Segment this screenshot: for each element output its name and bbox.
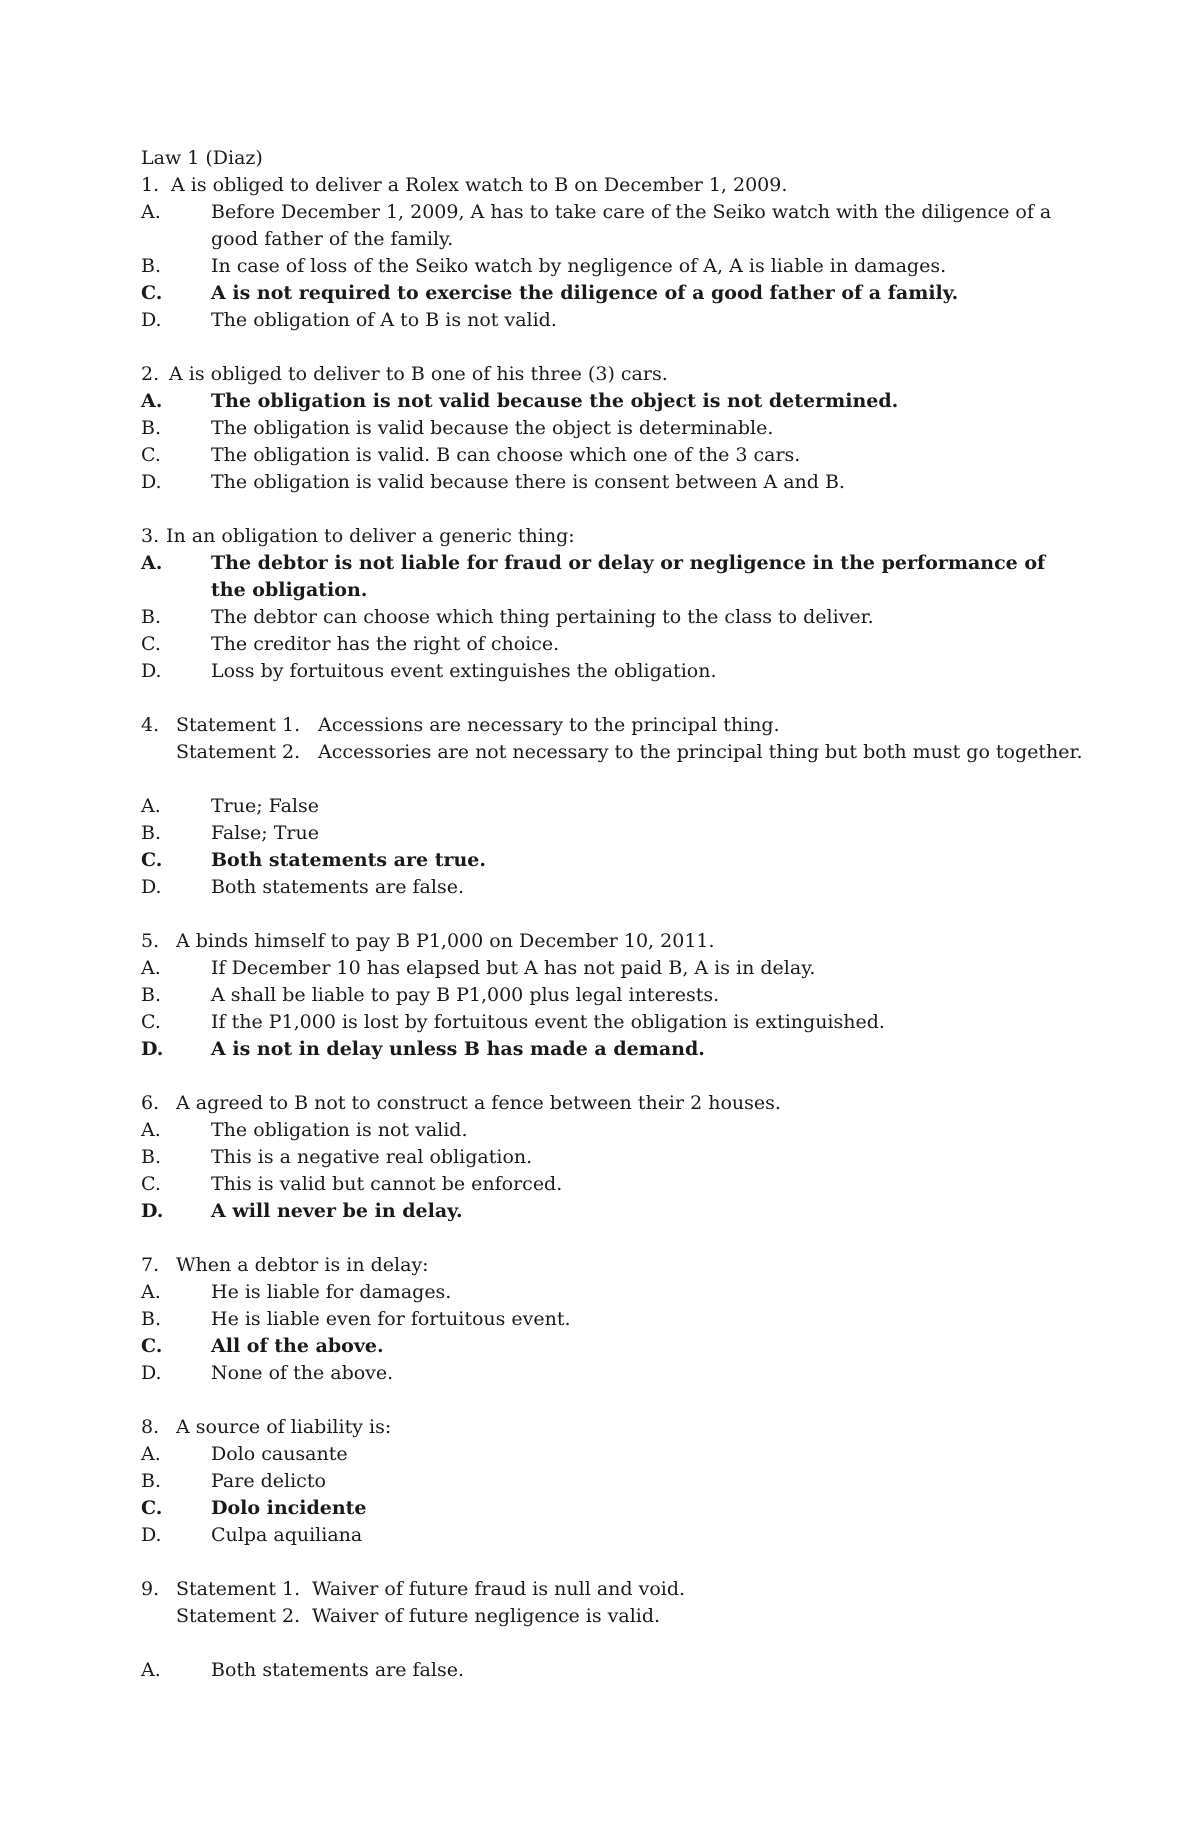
statement-text: Accessions are necessary to the principal thing. [318, 714, 780, 736]
option-text: Dolo incidente [211, 1497, 367, 1519]
option-letter: C. [141, 849, 163, 871]
correct-answer-option [141, 1333, 1061, 1360]
question-stem [141, 928, 1061, 955]
option-letter: D. [141, 1038, 164, 1060]
question-number: 9. [141, 1578, 160, 1600]
option-text: Dolo causante [211, 1443, 348, 1465]
option-letter: C. [141, 1011, 161, 1033]
option-text: The creditor has the right of choice. [211, 633, 560, 655]
question-text: A agreed to B not to construct a fence between their 2 houses. [176, 1092, 781, 1114]
option-letter: A. [141, 552, 163, 574]
option-text: The obligation is not valid because the object is not determined. [211, 390, 899, 412]
statement-label: Statement 1. [176, 714, 301, 736]
statement-row [141, 1576, 1061, 1603]
option-letter: C. [141, 1335, 163, 1357]
option-text: Both statements are false. [211, 876, 464, 898]
question-number: 5. [141, 930, 160, 952]
answer-option [141, 1144, 1061, 1171]
question-stem [141, 523, 1061, 550]
statement-row [141, 1603, 1061, 1630]
question-text: When a debtor is in delay: [176, 1254, 429, 1276]
option-text: Pare delicto [211, 1470, 326, 1492]
answer-option [141, 604, 1061, 631]
option-letter: B. [141, 417, 162, 439]
option-text: A shall be liable to pay B P1,000 plus legal interests. [211, 984, 720, 1006]
question-2 [141, 361, 1061, 496]
answer-option [141, 307, 1061, 334]
option-letter: D. [141, 471, 162, 493]
option-text: The obligation is valid because the object is determinable. [211, 417, 774, 439]
question-text: A binds himself to pay B P1,000 on December 10, 2011. [176, 930, 715, 952]
option-letter: B. [141, 1308, 162, 1330]
option-letter: B. [141, 255, 162, 277]
option-text: A is not required to exercise the diligence of a good father of a family. [211, 282, 959, 304]
option-text: Culpa aquiliana [211, 1524, 363, 1546]
option-letter: B. [141, 822, 162, 844]
statement-label: Statement 2. [176, 741, 301, 763]
option-text: Both statements are true. [211, 849, 487, 871]
question-number: 1. [141, 174, 160, 196]
question-stem [141, 1090, 1061, 1117]
answer-option [141, 1279, 1061, 1306]
option-letter: C. [141, 1173, 161, 1195]
question-stem [141, 172, 1061, 199]
answer-option [141, 1360, 1061, 1387]
correct-answer-option [141, 847, 1061, 874]
option-letter: B. [141, 606, 162, 628]
answer-option [141, 820, 1061, 847]
question-3 [141, 523, 1061, 685]
question-number: 7. [141, 1254, 160, 1276]
option-text: This is valid but cannot be enforced. [211, 1173, 563, 1195]
statement-text: Waiver of future fraud is null and void. [312, 1578, 686, 1600]
answer-option [141, 1009, 1061, 1036]
option-letter: A. [141, 1119, 161, 1141]
option-text: The obligation is valid. B can choose which one of the 3 cars. [211, 444, 801, 466]
statement-row [141, 712, 1061, 739]
option-letter: A. [141, 1281, 161, 1303]
correct-answer-option [141, 280, 1061, 307]
option-letter: A. [141, 795, 161, 817]
option-letter: D. [141, 309, 162, 331]
option-text: The debtor is not liable for fraud or delay or negligence in the performance of the obligation. [211, 552, 1046, 601]
statement-label: Statement 1. [176, 1578, 301, 1600]
question-5 [141, 928, 1061, 1063]
option-letter: B. [141, 1470, 162, 1492]
answer-option [141, 442, 1061, 469]
correct-answer-option [141, 1198, 1061, 1225]
correct-answer-option [141, 550, 1061, 604]
option-text: True; False [211, 795, 319, 817]
answer-option [141, 1306, 1061, 1333]
answer-option [141, 1171, 1061, 1198]
answer-option [141, 955, 1061, 982]
answer-option [141, 793, 1061, 820]
option-letter: A. [141, 1659, 161, 1681]
answer-option [141, 1117, 1061, 1144]
statement-label: Statement 2. [176, 1605, 301, 1627]
answer-option [141, 199, 1061, 253]
option-text: A will never be in delay. [211, 1200, 463, 1222]
option-text: Both statements are false. [211, 1659, 464, 1681]
option-text: False; True [211, 822, 319, 844]
document-body [141, 145, 1083, 1684]
option-letter: D. [141, 876, 162, 898]
question-4 [141, 712, 1083, 901]
option-text: The debtor can choose which thing pertaining to the class to deliver. [211, 606, 874, 628]
answer-option [141, 1657, 1061, 1684]
question-number: 3. [141, 525, 160, 547]
question-1 [141, 172, 1061, 334]
option-letter: A. [141, 390, 163, 412]
option-letter: D. [141, 1524, 162, 1546]
answer-option [141, 1522, 1061, 1549]
question-stem [141, 1414, 1061, 1441]
question-number: 6. [141, 1092, 160, 1114]
answer-option [141, 631, 1061, 658]
document-title: Law 1 (Diaz) [141, 147, 263, 169]
question-text: A is obliged to deliver a Rolex watch to B on December 1, 2009. [171, 174, 788, 196]
question-7 [141, 1252, 1061, 1387]
question-number: 2. [141, 363, 160, 385]
correct-answer-option [141, 388, 1061, 415]
statement-text: Waiver of future negligence is valid. [312, 1605, 661, 1627]
option-text: The obligation is valid because there is consent between A and B. [211, 471, 845, 493]
answer-option [141, 253, 1061, 280]
answer-option [141, 1441, 1061, 1468]
option-text: If December 10 has elapsed but A has not paid B, A is in delay. [211, 957, 816, 979]
option-letter: B. [141, 1146, 162, 1168]
option-text: None of the above. [211, 1362, 394, 1384]
option-text: Before December 1, 2009, A has to take care of the Seiko watch with the diligence of a good father of the family. [211, 201, 1052, 250]
option-letter: A. [141, 1443, 161, 1465]
option-letter: D. [141, 660, 162, 682]
question-text: A is obliged to deliver to B one of his three (3) cars. [169, 363, 668, 385]
question-stem [141, 361, 1061, 388]
option-text: A is not in delay unless B has made a demand. [211, 1038, 705, 1060]
answer-option [141, 658, 1061, 685]
question-8 [141, 1414, 1061, 1549]
option-letter: A. [141, 201, 161, 223]
option-text: If the P1,000 is lost by fortuitous event the obligation is extinguished. [211, 1011, 885, 1033]
answer-option [141, 469, 1061, 496]
option-letter: C. [141, 633, 161, 655]
option-text: All of the above. [211, 1335, 384, 1357]
question-number: 8. [141, 1416, 160, 1438]
option-text: He is liable even for fortuitous event. [211, 1308, 571, 1330]
option-letter: B. [141, 984, 162, 1006]
option-letter: D. [141, 1200, 164, 1222]
option-text: The obligation is not valid. [211, 1119, 468, 1141]
question-text: A source of liability is: [176, 1416, 392, 1438]
answer-option [141, 1468, 1061, 1495]
statement-row [141, 739, 1083, 766]
option-text: This is a negative real obligation. [211, 1146, 533, 1168]
answer-option [141, 874, 1061, 901]
answer-option [141, 982, 1061, 1009]
option-text: He is liable for damages. [211, 1281, 452, 1303]
option-letter: D. [141, 1362, 162, 1384]
option-letter: C. [141, 282, 163, 304]
question-number: 4. [141, 714, 160, 736]
answer-option [141, 415, 1061, 442]
statement-text: Accessories are not necessary to the principal thing but both must go together. [318, 741, 1083, 763]
option-text: In case of loss of the Seiko watch by negligence of A, A is liable in damages. [211, 255, 947, 277]
question-text: In an obligation to deliver a generic thing: [166, 525, 575, 547]
option-letter: C. [141, 444, 161, 466]
question-6 [141, 1090, 1061, 1225]
option-letter: C. [141, 1497, 163, 1519]
option-text: Loss by fortuitous event extinguishes the obligation. [211, 660, 717, 682]
option-letter: A. [141, 957, 161, 979]
question-9 [141, 1576, 1061, 1684]
option-text: The obligation of A to B is not valid. [211, 309, 557, 331]
question-stem [141, 1252, 1061, 1279]
correct-answer-option [141, 1495, 1061, 1522]
correct-answer-option [141, 1036, 1061, 1063]
